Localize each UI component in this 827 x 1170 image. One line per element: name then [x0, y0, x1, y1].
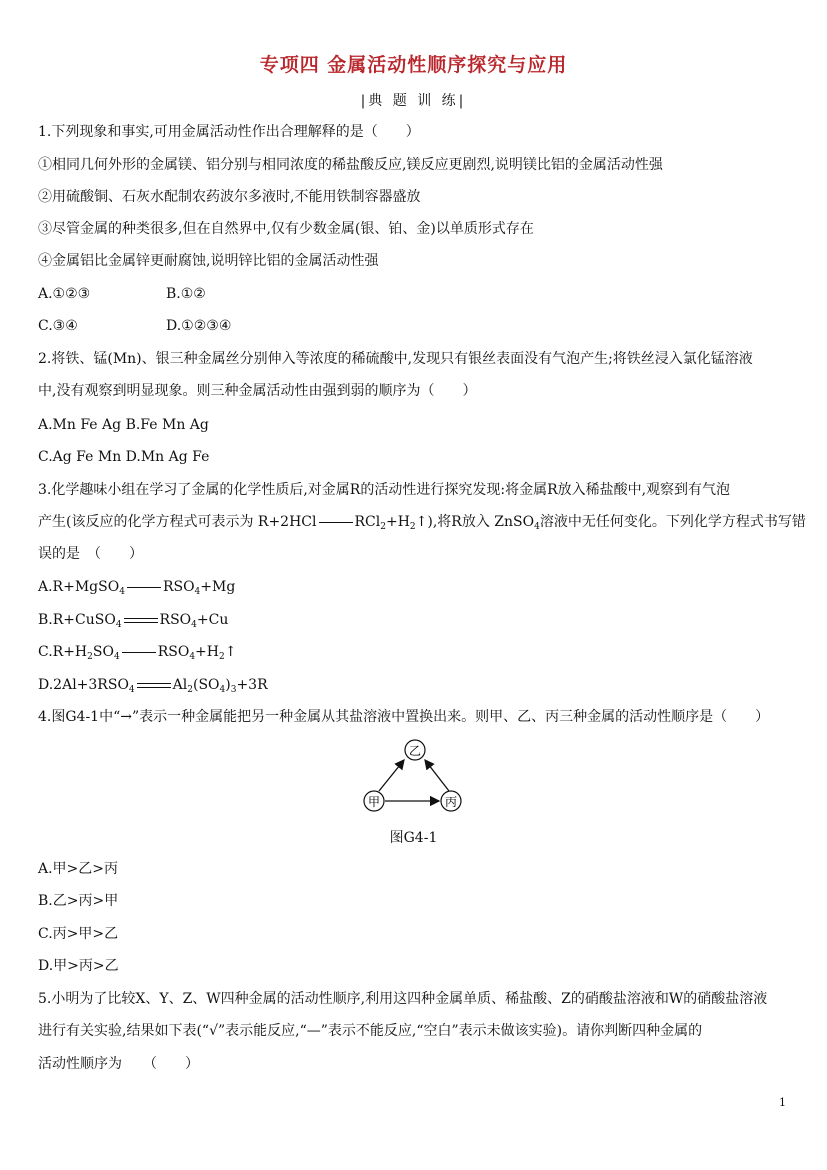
q3-stem-line-3: 误的是 （ ） [38, 546, 143, 562]
arrow-bing-to-yi [425, 760, 449, 791]
q1-statement-1: ①相同几何外形的金属镁、铝分别与相同浓度的稀盐酸反应,镁反应更剧烈,说明镁比铝的金属活动性强 [38, 157, 663, 173]
reaction-line [319, 522, 353, 523]
q1-statement-2: ②用硫酸铜、石灰水配制农药波尔多液时,不能用铁制容器盛放 [38, 189, 421, 205]
figure-caption: 图G4-1 [389, 830, 438, 846]
q4-option-d: D.甲>丙>乙 [38, 958, 119, 974]
q1-options-row-2 [38, 316, 232, 336]
q1-option-b: B.①② [166, 286, 206, 302]
q2-stem-line-1: 2.将铁、锰(Mn)、银三种金属丝分别伸入等浓度的稀硫酸中,发现只有银丝表面没有气泡产生;将铁丝浸入氯化锰溶液 [38, 351, 753, 367]
q4-option-c: C.丙>甲>乙 [38, 926, 119, 942]
page-number: 1 [779, 1096, 786, 1109]
q4-option-b: B.乙>丙>甲 [38, 893, 119, 909]
q2-stem-line-2: 中,没有观察到明显现象。则三种金属活动性由强到弱的顺序为（ ） [38, 383, 477, 399]
q4-option-a: A.甲>乙>丙 [38, 861, 119, 877]
q5-stem-line-1: 5.小明为了比较X、Y、Z、W四种金属的活动性顺序,利用这四种金属单质、稀盐酸、Z的硝酸盐溶液和W的硝酸盐溶液 [38, 991, 768, 1007]
q1-option-a: A.①②③ [38, 286, 91, 302]
q5-stem-line-3: 活动性顺序为 （ ） [38, 1056, 199, 1072]
q1-option-d: D.①②③④ [166, 318, 232, 334]
q4-stem: 4.图G4-1中“→”表示一种金属能把另一种金属从其盐溶液中置换出来。则甲、乙、丙三种金属的活动性顺序是（ ） [38, 709, 770, 725]
q1-statement-3: ③尽管金属的种类很多,但在自然界中,仅有少数金属(银、铂、金)以单质形式存在 [38, 221, 534, 237]
arrow-jia-to-yi [379, 760, 404, 791]
section-subtitle: |典 题 训 练| [360, 93, 467, 109]
node-jia-label: 甲 [367, 795, 381, 809]
q3-stem-line-1: 3.化学趣味小组在学习了金属的化学性质后,对金属R的活动性进行探究发现:将金属R放入稀盐酸中,观察到有气泡 [38, 482, 731, 498]
q1-options-row-1 [38, 284, 206, 304]
node-bing-label: 丙 [444, 795, 458, 809]
q3-stem-line-2: 产生(该反应的化学方程式可表示为 R+2HCl $RCl_2+H_2↑$),将R放入 ZnSO$_4$溶液中无任何变化。下列化学方程式书写错 [38, 514, 806, 532]
equals-sign [137, 683, 171, 688]
q1-statement-4: ④金属铝比金属锌更耐腐蚀,说明锌比铝的金属活动性强 [38, 253, 379, 269]
page-title: 专项四 金属活动性顺序探究与应用 [259, 54, 568, 76]
q3-option-d: $D.2Al+3RSO_4$ $Al_2(SO_4)_3+3R$ [38, 677, 268, 695]
q2-options-cd: C.Ag Fe Mn D.Mn Ag Fe [38, 449, 210, 465]
q3-option-c: $C.R+H_2SO_4$ $RSO_4+H_2↑$ [38, 644, 237, 662]
metal-displacement-diagram [355, 738, 475, 818]
q1-option-c: C.③④ [38, 318, 78, 334]
equals-sign [124, 618, 158, 623]
node-yi-label: 乙 [408, 744, 422, 758]
q1-stem: 1.下列现象和事实,可用金属活动性作出合理解释的是（ ） [38, 124, 420, 140]
q2-options-ab: A.Mn Fe Ag B.Fe Mn Ag [38, 417, 209, 433]
q5-stem-line-2: 进行有关实验,结果如下表(“√”表示能反应,“—”表示不能反应,“空白”表示未做该实验)。请你判断四种金属的 [38, 1023, 703, 1039]
q3-option-a: A.R+MgSO$_4$ $RSO_4+Mg$ [38, 579, 236, 597]
reaction-line [122, 652, 156, 653]
reaction-line [127, 587, 161, 588]
q3-option-b: B.R+CuSO$_4$ $RSO_4+Cu$ [38, 612, 229, 630]
